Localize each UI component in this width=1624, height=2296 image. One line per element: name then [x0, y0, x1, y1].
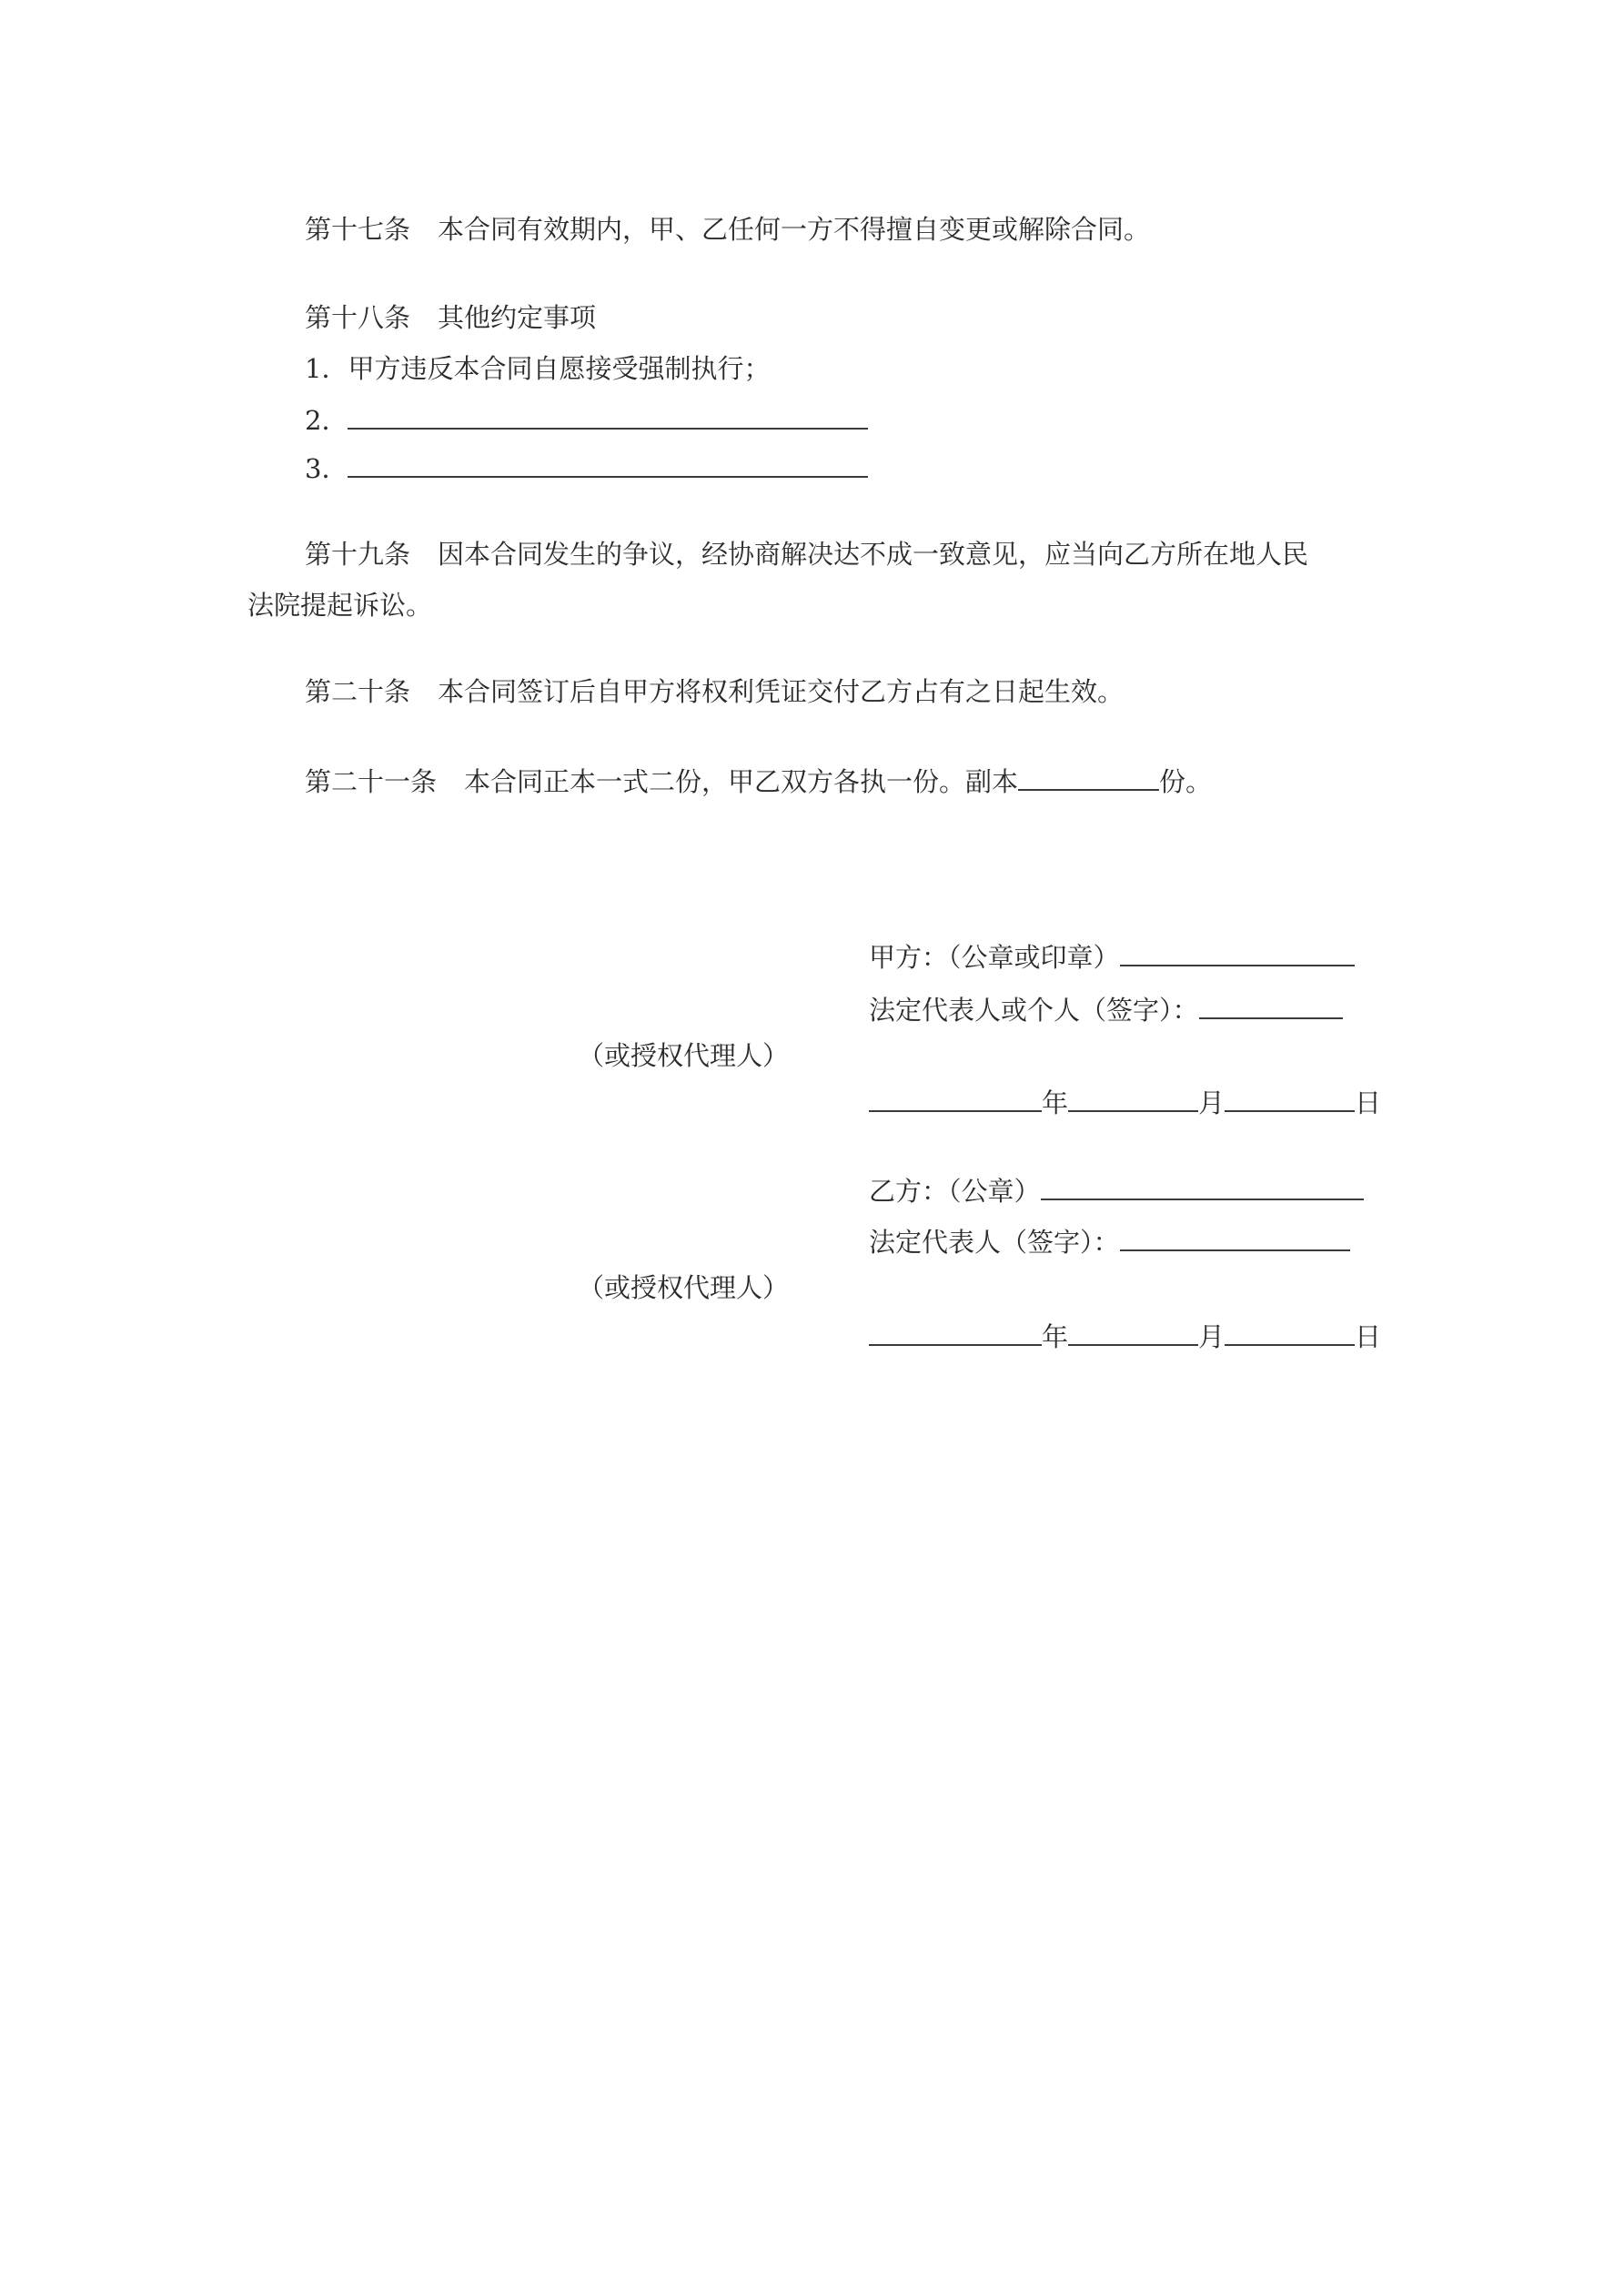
blank-line	[1199, 990, 1343, 1019]
article-19-line-1	[305, 536, 1308, 572]
article-20	[305, 673, 1124, 710]
item-number: 1．	[305, 353, 348, 384]
party-b-seal	[869, 1171, 1364, 1209]
article-18-text: 其他约定事项	[438, 302, 597, 333]
article-19-line-2	[247, 587, 432, 623]
article-17-text: 本合同有效期内，甲、乙任何一方不得擅自变更或解除合同。	[438, 214, 1151, 245]
party-a-rep-label: 法定代表人或个人（签字）：	[869, 995, 1199, 1026]
party-b-date	[869, 1317, 1381, 1355]
party-b-representative	[869, 1222, 1350, 1260]
article-21	[305, 762, 1212, 800]
party-b-agent	[578, 1269, 789, 1306]
month-label: 月	[1198, 1321, 1226, 1352]
article-18-item-3	[305, 449, 868, 487]
party-b-agent-text: （或授权代理人）	[578, 1272, 790, 1303]
article-18-heading: 第十八条	[305, 302, 411, 333]
item-text: 甲方违反本合同自愿接受强制执行；	[348, 353, 771, 384]
party-a-seal	[869, 937, 1355, 976]
article-17	[305, 211, 1150, 248]
party-a-date	[869, 1083, 1381, 1121]
blank-line	[1041, 1171, 1364, 1200]
month-blank	[1068, 1083, 1198, 1112]
party-a-label: 甲方：（公章或印章）	[869, 942, 1120, 973]
year-label: 年	[1042, 1321, 1069, 1352]
blank-line	[1120, 937, 1355, 966]
article-21-text-after: 份。	[1159, 766, 1213, 797]
article-20-text: 本合同签订后自甲方将权利凭证交付乙方占有之日起生效。	[438, 676, 1125, 707]
year-blank	[869, 1083, 1042, 1112]
day-blank	[1225, 1083, 1355, 1112]
day-label: 日	[1355, 1087, 1382, 1118]
blank-line	[348, 400, 868, 430]
day-blank	[1225, 1317, 1355, 1346]
item-number: 3．	[305, 453, 348, 484]
article-21-heading: 第二十一条	[305, 766, 438, 797]
article-19-text-2: 法院提起诉讼。	[247, 590, 433, 621]
party-a-agent	[578, 1037, 789, 1074]
article-18-item-2	[305, 400, 868, 439]
blank-line	[348, 449, 868, 478]
article-21-text: 本合同正本一式二份，甲乙双方各执一份。副本	[464, 766, 1019, 797]
day-label: 日	[1355, 1321, 1382, 1352]
party-a-representative	[869, 990, 1343, 1028]
year-blank	[869, 1317, 1042, 1346]
copies-blank	[1018, 762, 1159, 791]
party-b-rep-label: 法定代表人（签字）：	[869, 1227, 1120, 1258]
month-blank	[1068, 1317, 1198, 1346]
article-18	[305, 299, 596, 336]
year-label: 年	[1042, 1087, 1069, 1118]
article-20-heading: 第二十条	[305, 676, 411, 707]
blank-line	[1120, 1222, 1350, 1251]
article-18-item-1	[305, 350, 770, 387]
month-label: 月	[1198, 1087, 1226, 1118]
item-number: 2．	[305, 405, 348, 436]
party-a-agent-text: （或授权代理人）	[578, 1040, 790, 1071]
article-17-heading: 第十七条	[305, 214, 411, 245]
party-b-label: 乙方：（公章）	[869, 1176, 1041, 1207]
article-19-text-1: 因本合同发生的争议，经协商解决达不成一致意见，应当向乙方所在地人民	[438, 539, 1309, 570]
article-19-heading: 第十九条	[305, 539, 411, 570]
